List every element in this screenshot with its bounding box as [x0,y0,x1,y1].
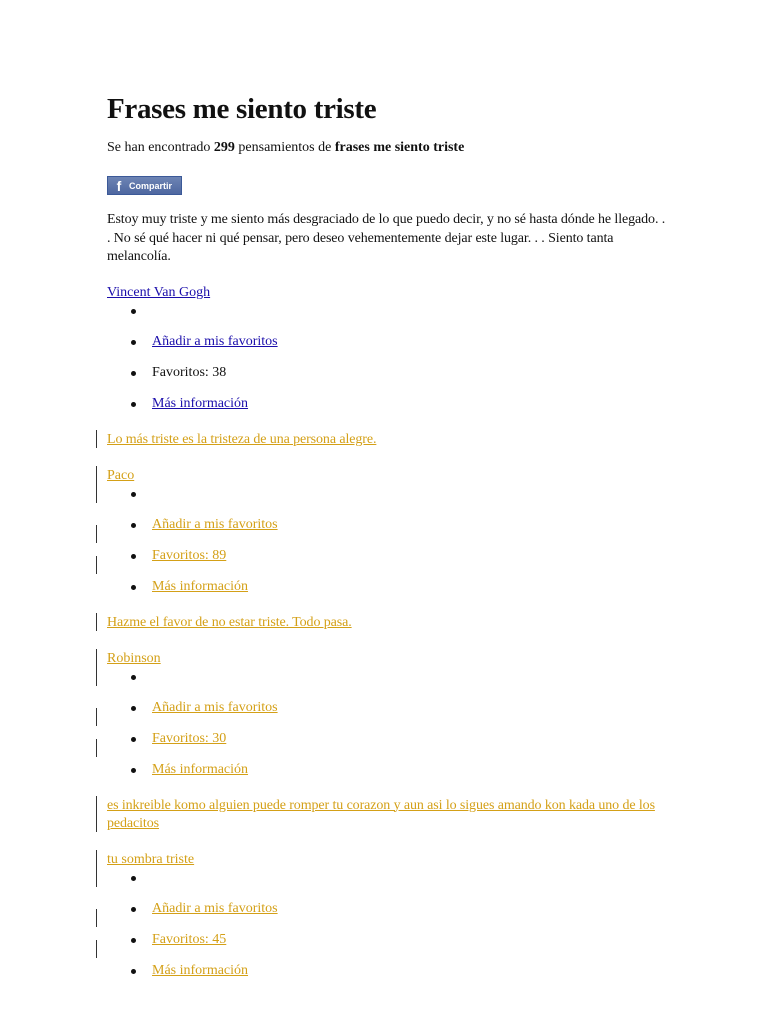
quote-border [96,525,97,543]
results-summary [107,139,667,157]
quote-block [107,614,667,779]
list-item [107,578,667,596]
favorites-count-link[interactable]: Favoritos: 45 [152,931,227,947]
summary-middle: pensamientos de [234,140,335,155]
quote-link[interactable]: Hazme el favor de no estar triste. Todo pasa. [107,614,352,630]
list-item [107,730,667,748]
list-item [107,395,667,413]
quote-actions [107,302,667,413]
author-link[interactable]: Vincent Van Gogh [107,284,211,300]
list-item [107,333,667,351]
quote-border [96,613,97,631]
list-item [107,931,667,949]
quote-text: Estoy muy triste y me siento más desgraciado de lo que puedo decir, y no sé hasta dónde he llegado. . . No sé qué hacer ni qué pensar, pero deseo vehementemente dejar este lugar. . . Siento tanta melancolía. [107,212,666,264]
page-content [107,90,667,980]
add-favorite-link[interactable]: Añadir a mis favoritos [152,333,278,349]
results-count: 299 [213,140,235,155]
quote-actions [107,869,667,980]
quote-border [96,796,97,832]
empty-list-item [107,302,667,320]
favorites-count-link[interactable]: Favoritos: 89 [152,547,227,563]
quote-actions [107,668,667,779]
more-info-link[interactable]: Más información [152,761,249,777]
quote-border [96,430,97,448]
author-link[interactable]: tu sombra triste [107,851,195,867]
more-info-link[interactable]: Más información [152,395,249,411]
favorites-count: Favoritos: 38 [107,364,667,382]
quote-link[interactable]: es inkreible komo alguien puede romper tu corazon y aun asi lo sigues amando kon kada uno de los pedacitos [107,797,655,831]
quote-border [96,940,97,958]
facebook-share-button[interactable] [107,176,182,195]
search-term: frases me siento triste [334,140,465,155]
list-item [107,962,667,980]
empty-list-item [107,485,667,503]
add-favorite-link[interactable]: Añadir a mis favoritos [152,699,278,715]
quote-actions [107,485,667,596]
quote-border [96,556,97,574]
more-info-link[interactable]: Más información [152,578,249,594]
quote-border [96,739,97,757]
author-link[interactable]: Robinson [107,650,161,666]
author-link[interactable]: Paco [107,467,135,483]
empty-list-item [107,668,667,686]
page-title: Frases me siento triste [107,93,377,125]
list-item [107,699,667,717]
quote-border [96,466,97,503]
quote-border [96,909,97,927]
list-item [107,761,667,779]
quote-border [96,850,97,887]
add-favorite-link[interactable]: Añadir a mis favoritos [152,900,278,916]
quote-border [96,649,97,686]
share-button-label: Compartir [129,180,173,191]
add-favorite-link[interactable]: Añadir a mis favoritos [152,516,278,532]
quote-block [107,797,667,980]
quote-block [107,431,667,596]
list-item [107,516,667,534]
summary-prefix: Se han encontrado [107,140,214,155]
list-item [107,900,667,918]
list-item [107,547,667,565]
empty-list-item [107,869,667,887]
more-info-link[interactable]: Más información [152,962,249,978]
favorites-count-link[interactable]: Favoritos: 30 [152,730,227,746]
quote-link[interactable]: Lo más triste es la tristeza de una persona alegre. [107,431,377,447]
facebook-icon: f [116,177,122,194]
quote-border [96,708,97,726]
